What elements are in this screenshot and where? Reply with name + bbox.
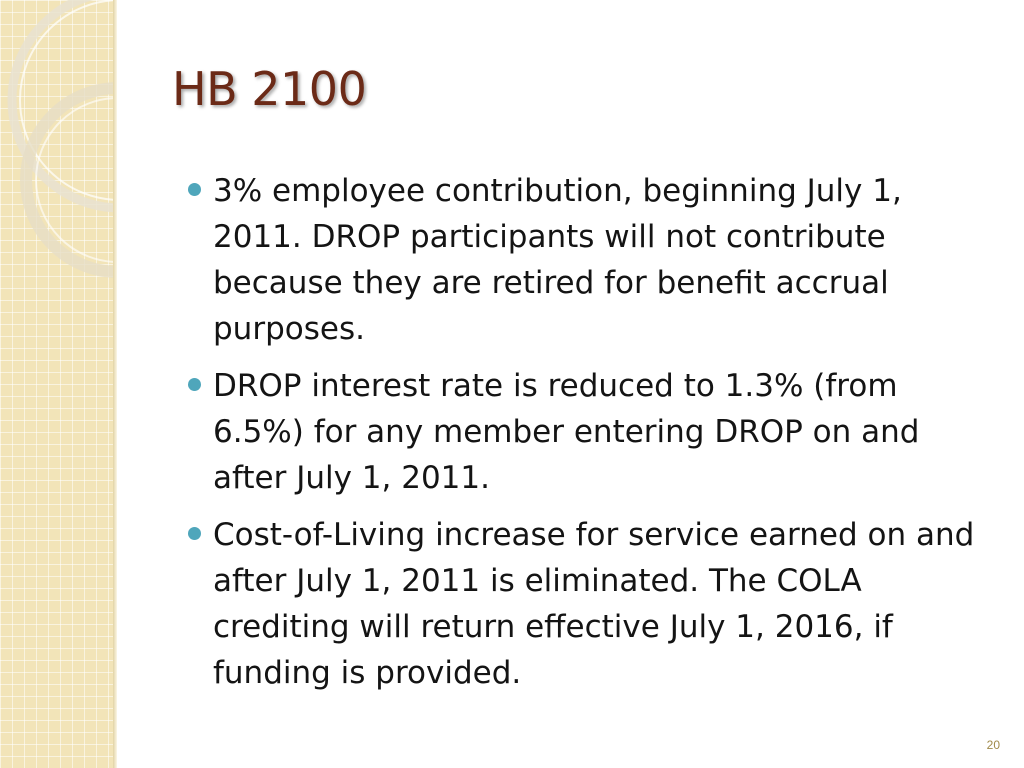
- bullet-text: DROP interest rate is reduced to 1.3% (from 6.5%) for any member entering DROP on and after July 1, 2011.: [213, 368, 920, 496]
- slide-title: HB 2100: [172, 62, 367, 116]
- bullet-list: [188, 168, 988, 707]
- bullet-item: [188, 512, 988, 696]
- bullet-text: 3% employee contribution, beginning July 1, 2011. DROP participants will not contribute because they are retired for benefit accrual purposes.: [213, 173, 902, 347]
- decorative-rings: [0, 0, 113, 768]
- decorative-sidebar: [0, 0, 113, 768]
- bullet-dot-icon: [188, 527, 201, 540]
- page-number: 20: [986, 738, 1000, 752]
- sidebar-edge: [113, 0, 117, 768]
- bullet-item: [188, 168, 988, 352]
- bullet-dot-icon: [188, 378, 201, 391]
- bullet-dot-icon: [188, 183, 201, 196]
- bullet-text: Cost-of-Living increase for service earned on and after July 1, 2011 is eliminated. The COLA crediting will return effective July 1, 2016, if funding is provided.: [213, 517, 975, 691]
- bullet-item: [188, 363, 988, 501]
